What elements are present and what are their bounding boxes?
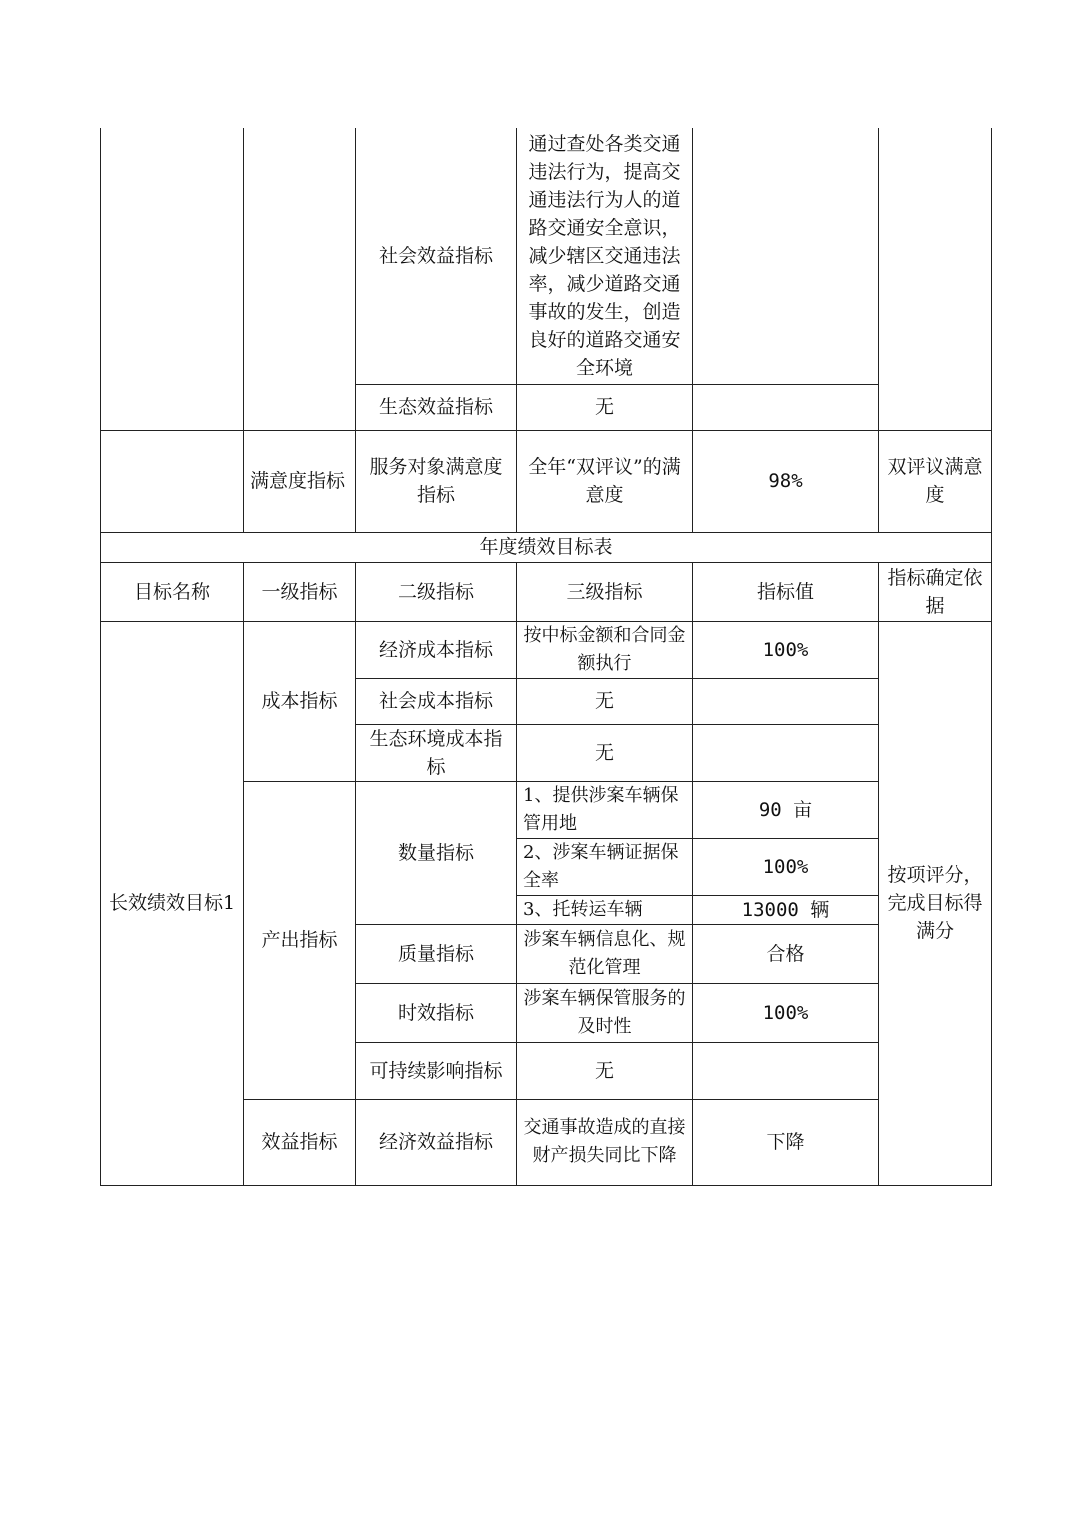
cost-value-eco (693, 724, 879, 781)
cost-secondary-eco: 生态环境成本指标 (356, 724, 517, 781)
quantity-value-1: 90 亩 (693, 781, 879, 838)
goal-name-cell: 长效绩效目标1 (101, 621, 244, 1185)
sustainability-tertiary: 无 (517, 1042, 693, 1099)
header-goal-name: 目标名称 (101, 562, 244, 621)
satisfaction-value: 98% (693, 430, 879, 532)
ecological-benefit-tertiary: 无 (517, 384, 693, 430)
cost-tertiary-eco: 无 (517, 724, 693, 781)
cost-secondary-economic: 经济成本指标 (356, 621, 517, 678)
cost-value-social (693, 678, 879, 724)
cost-secondary-social: 社会成本指标 (356, 678, 517, 724)
quantity-secondary: 数量指标 (356, 781, 517, 924)
benefit-primary: 效益指标 (244, 1099, 356, 1185)
prev-goal-name-cell (101, 128, 244, 430)
timeliness-tertiary: 涉案车辆保管服务的及时性 (517, 983, 693, 1042)
quantity-value-2: 100% (693, 838, 879, 895)
header-basis: 指标确定依据 (879, 562, 992, 621)
social-benefit-value (693, 128, 879, 384)
quantity-tertiary-2: 2、涉案车辆证据保全率 (517, 838, 693, 895)
sustainability-value (693, 1042, 879, 1099)
satisfaction-basis: 双评议满意度 (879, 430, 992, 532)
header-tertiary: 三级指标 (517, 562, 693, 621)
header-primary: 一级指标 (244, 562, 356, 621)
social-benefit-tertiary: 通过查处各类交通违法行为，提高交通违法行为人的道路交通安全意识，减少辖区交通违法率，减少道路交通事故的发生，创造良好的道路交通安全环境 (517, 128, 693, 384)
economic-benefit-secondary: 经济效益指标 (356, 1099, 517, 1185)
quality-value: 合格 (693, 924, 879, 983)
ecological-benefit-secondary: 生态效益指标 (356, 384, 517, 430)
cost-primary: 成本指标 (244, 621, 356, 781)
annual-table-title: 年度绩效目标表 (101, 532, 992, 562)
quality-tertiary: 涉案车辆信息化、规范化管理 (517, 924, 693, 983)
prev-goal-name-cell-2 (101, 430, 244, 532)
quantity-tertiary-3: 3、托转运车辆 (517, 895, 693, 924)
performance-table (100, 128, 992, 1186)
output-primary: 产出指标 (244, 781, 356, 1099)
quantity-value-3: 13000 辆 (693, 895, 879, 924)
quantity-tertiary-1: 1、提供涉案车辆保管用地 (517, 781, 693, 838)
timeliness-value: 100% (693, 983, 879, 1042)
quality-secondary: 质量指标 (356, 924, 517, 983)
ecological-benefit-value (693, 384, 879, 430)
satisfaction-tertiary: 全年“双评议”的满意度 (517, 430, 693, 532)
economic-benefit-tertiary: 交通事故造成的直接财产损失同比下降 (517, 1099, 693, 1185)
sustainability-secondary: 可持续影响指标 (356, 1042, 517, 1099)
cost-value-economic: 100% (693, 621, 879, 678)
header-secondary: 二级指标 (356, 562, 517, 621)
cost-tertiary-social: 无 (517, 678, 693, 724)
satisfaction-primary: 满意度指标 (244, 430, 356, 532)
social-benefit-secondary: 社会效益指标 (356, 128, 517, 384)
cost-tertiary-economic: 按中标金额和合同金额执行 (517, 621, 693, 678)
prev-primary-cell (244, 128, 356, 430)
timeliness-secondary: 时效指标 (356, 983, 517, 1042)
header-value: 指标值 (693, 562, 879, 621)
economic-benefit-value: 下降 (693, 1099, 879, 1185)
prev-basis-cell (879, 128, 992, 430)
satisfaction-secondary: 服务对象满意度指标 (356, 430, 517, 532)
basis-cell: 按项评分，完成目标得满分 (879, 621, 992, 1185)
